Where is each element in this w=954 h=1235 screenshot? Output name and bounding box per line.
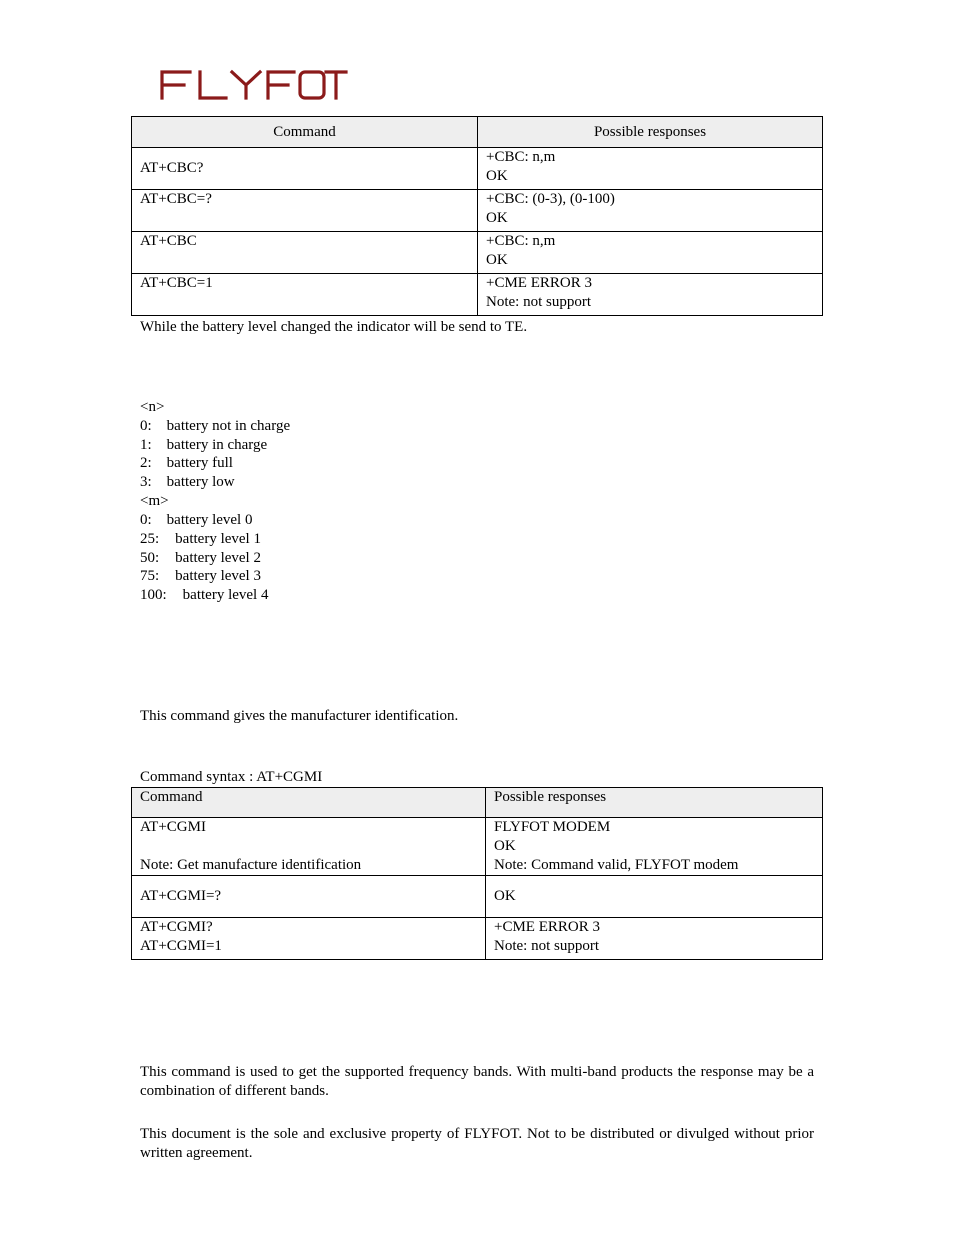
param-item: 0: battery not in charge bbox=[140, 418, 291, 434]
command-cell: AT+CBC=1 bbox=[140, 275, 213, 291]
response-line: OK bbox=[494, 888, 516, 904]
command-cell: AT+CBC bbox=[140, 233, 197, 249]
cgmi-syntax: Command syntax : AT+CGMI bbox=[140, 769, 323, 785]
battery-indicator-note: While the battery level changed the indicator will be send to TE. bbox=[140, 319, 528, 335]
response-line: +CME ERROR 3 bbox=[494, 919, 600, 935]
param-item: 25: battery level 1 bbox=[140, 531, 261, 547]
command-cell: AT+CGMI? bbox=[140, 919, 213, 935]
command-cell: AT+CBC=? bbox=[140, 191, 212, 207]
param-n-label: <n> bbox=[140, 399, 165, 415]
table-row bbox=[132, 232, 823, 274]
cbc-table bbox=[131, 116, 823, 316]
response-line: +CME ERROR 3 bbox=[486, 275, 592, 291]
table-row bbox=[132, 190, 823, 232]
response-line: +CBC: n,m bbox=[486, 149, 556, 165]
param-item: 0: battery level 0 bbox=[140, 512, 253, 528]
table-row bbox=[132, 876, 823, 918]
command-cell: AT+CGMI=1 bbox=[140, 938, 222, 954]
param-item: 100: battery level 4 bbox=[140, 587, 269, 603]
header-responses: Possible responses bbox=[486, 788, 823, 818]
response-line: OK bbox=[486, 210, 508, 226]
param-item: 75: battery level 3 bbox=[140, 568, 261, 584]
response-line: Note: not support bbox=[486, 294, 591, 310]
param-item: 3: battery low bbox=[140, 474, 235, 490]
param-m-label: <m> bbox=[140, 493, 169, 509]
command-note: Note: Get manufacture identification bbox=[140, 857, 362, 873]
response-line: OK bbox=[486, 252, 508, 268]
response-line: FLYFOT MODEM bbox=[494, 819, 611, 835]
cgmi-description: This command gives the manufacturer identification. bbox=[140, 708, 459, 724]
footer-disclaimer: This document is the sole and exclusive property of FLYFOT. Not to be distributed or divulged without prior written agreement. bbox=[140, 1126, 814, 1161]
command-cell: AT+CGMI bbox=[140, 819, 206, 835]
header-command: Command bbox=[132, 788, 486, 818]
response-line: OK bbox=[486, 168, 508, 184]
param-item: 1: battery in charge bbox=[140, 437, 268, 453]
response-line: +CBC: (0-3), (0-100) bbox=[486, 191, 615, 207]
header-command: Command bbox=[132, 117, 478, 148]
response-line: OK bbox=[494, 838, 516, 854]
command-cell: AT+CGMI=? bbox=[140, 888, 222, 904]
bands-description: This command is used to get the supported frequency bands. With multi-band products the response may be a combination of different bands. bbox=[140, 1064, 814, 1099]
blank-line bbox=[140, 837, 485, 856]
flyfot-logo bbox=[160, 68, 348, 100]
response-note: Note: Command valid, FLYFOT modem bbox=[494, 857, 739, 873]
table-row bbox=[132, 274, 823, 316]
param-item: 2: battery full bbox=[140, 455, 233, 471]
table-row bbox=[132, 148, 823, 190]
table-row bbox=[132, 918, 823, 960]
header-responses: Possible responses bbox=[478, 117, 823, 148]
response-line: Note: not support bbox=[494, 938, 599, 954]
table-row bbox=[132, 818, 823, 876]
response-line: +CBC: n,m bbox=[486, 233, 556, 249]
cgmi-table bbox=[131, 787, 823, 960]
command-cell: AT+CBC? bbox=[140, 160, 204, 176]
param-item: 50: battery level 2 bbox=[140, 550, 261, 566]
